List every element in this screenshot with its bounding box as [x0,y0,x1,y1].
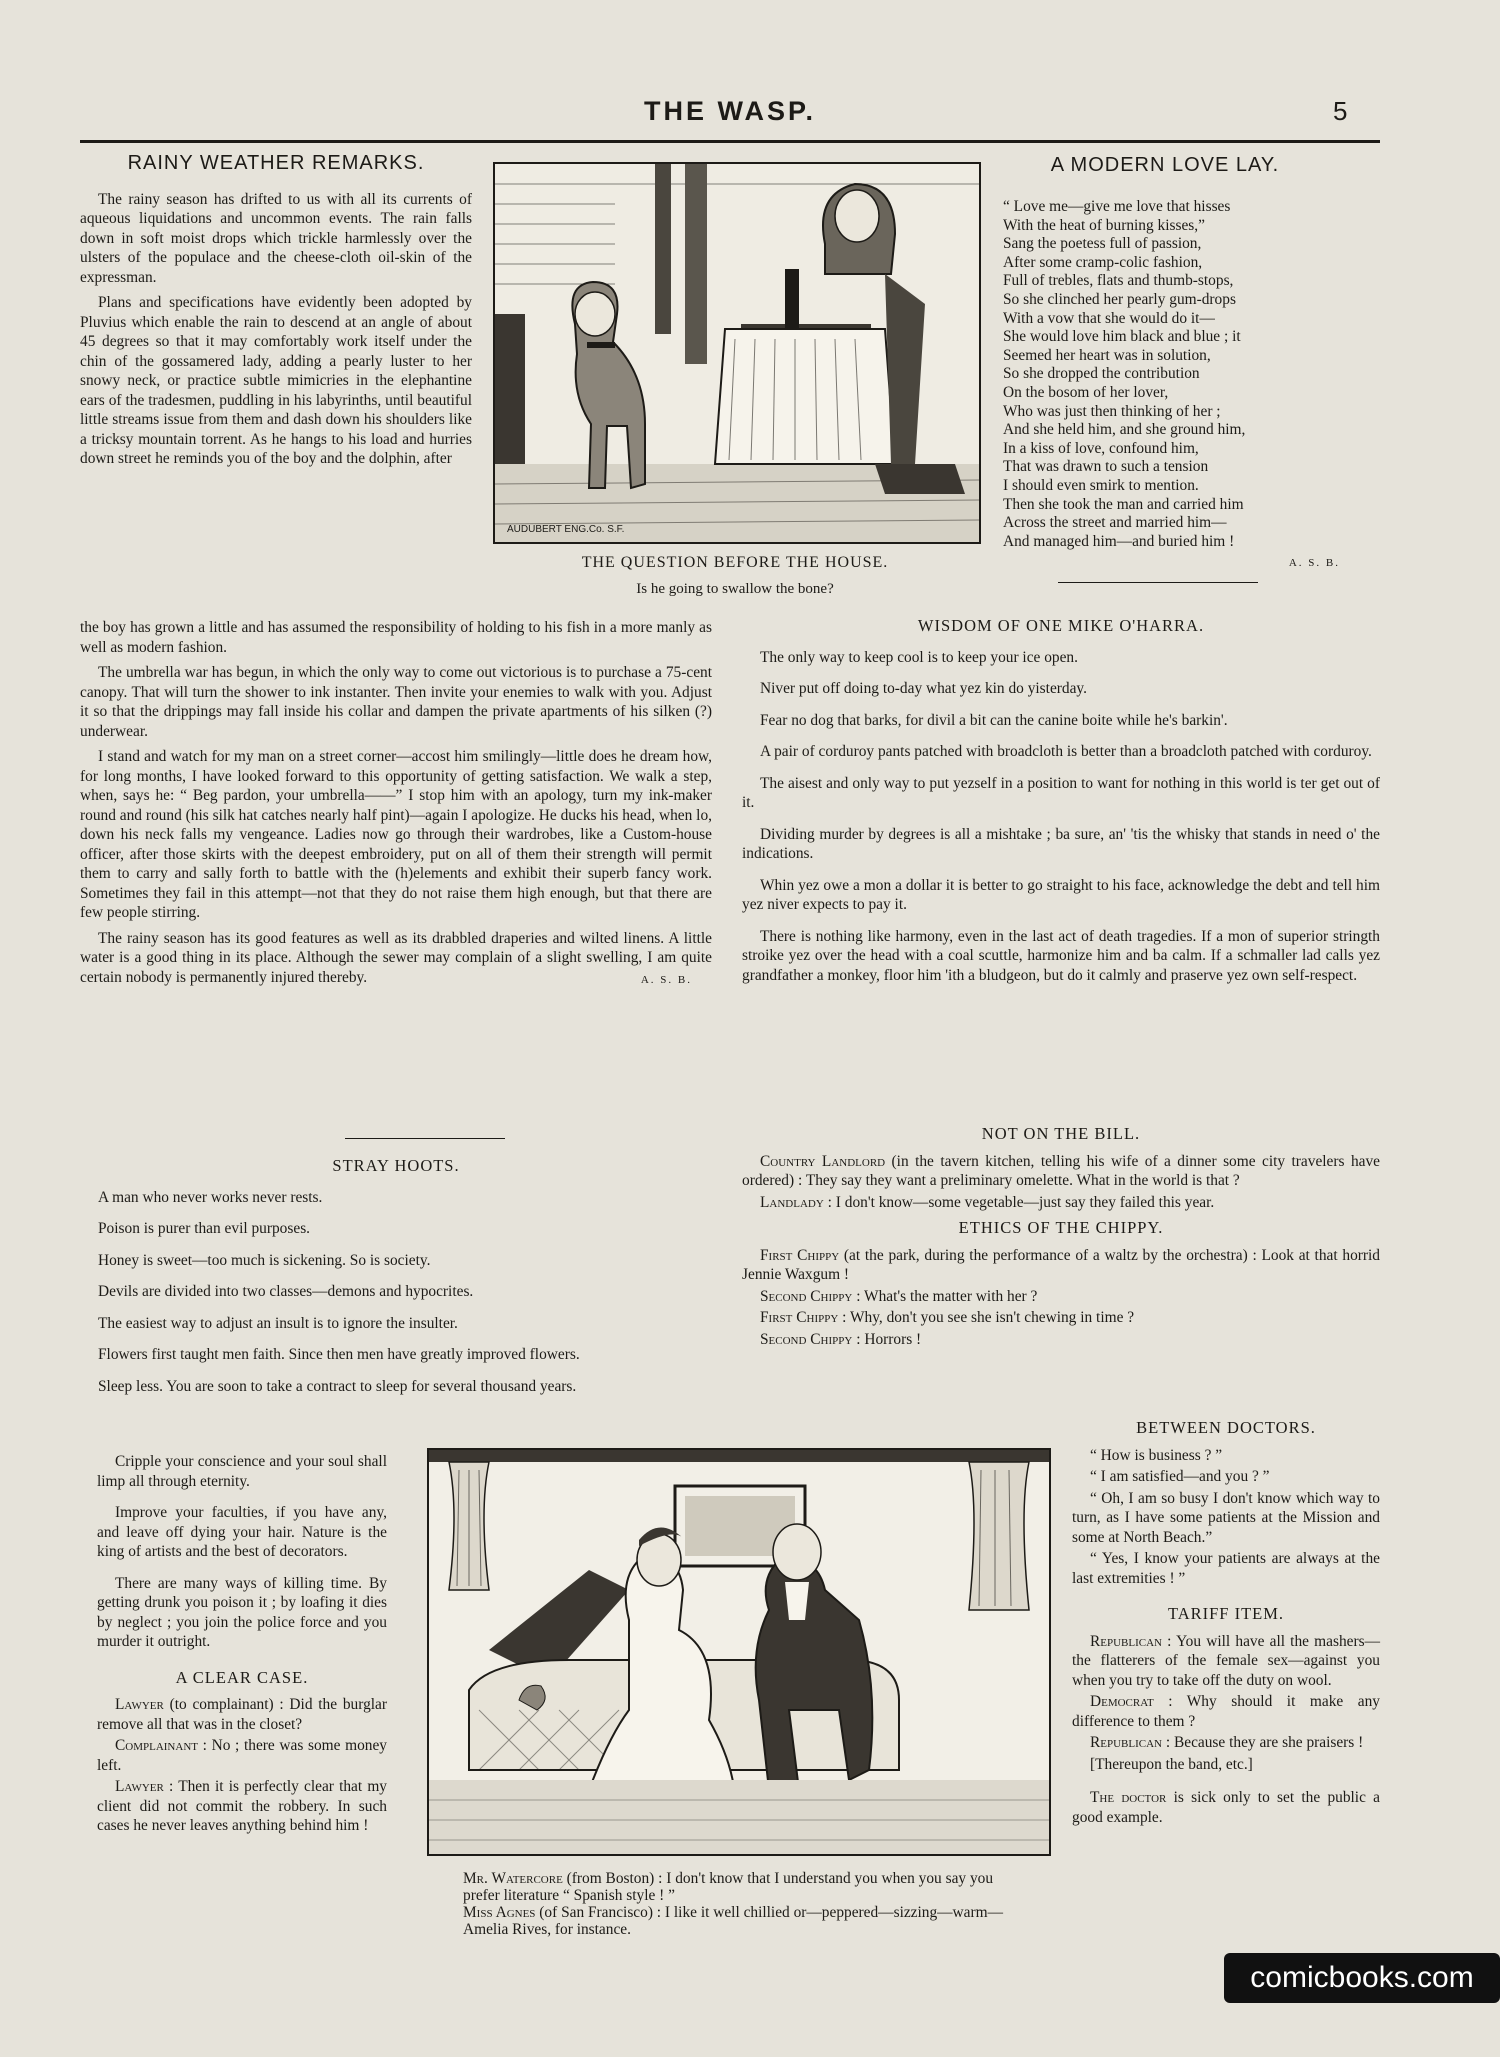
speaker-name: First Chippy : [760,1309,847,1326]
dialog-line [1072,1632,1380,1691]
wisdom-item: The aisest and only way to put yezself in a position to want for nothing in this world is ter get out of it. [742,774,1380,811]
section-divider [1058,582,1258,583]
poem-line: Across the street and married him— [1003,514,1227,532]
rainy-weather-heading: RAINY WEATHER REMARKS. [127,152,425,174]
dialog-text: Why should it make any difference to them ? [1072,1693,1380,1730]
speaker-name: Landlady : [760,1193,832,1211]
doctors-line: “ Oh, I am so busy I don't know which way to turn, as I have some patients at the Mission and some at North Beach.” [1072,1489,1380,1546]
stray-hoot: There are many ways of killing time. By getting drunk you poison it ; by loafing it dies by neglect ; you join the police force and you murder it outright. [97,1574,387,1650]
rainy-weather-article [80,154,472,469]
masthead-title: THE WASP. [643,96,817,126]
speaker-name: Lawyer [115,1696,164,1713]
wisdom-item: Niver put off doing to-day what yez kin do yisterday. [760,680,1087,697]
dialog-text: is sick only to set the public a good example. [1072,1789,1380,1826]
stray-hoots-article [80,1156,712,1396]
rainy-weather-paragraph: Plans and specifications have evidently been adopted by Pluvius which enable the rain to descend at an angle of about 45 degrees so that it may comfortably work itself under the chin of the gossamered lady, adding a pearly luster to her snowy neck, or practice subtle mimicries in the elephantine ears of the tradesmen, puddling in his labyrinths, until beautiful little streams issue from them and dash down his shoulders like a tricksy mountain torrent. As he hangs to his load and hurries down street he reminds you of the boy and the dolphin, after [80,294,472,467]
wisdom-item: Dividing murder by degrees is all a mishtake ; ba sure, an' 'tis the whisky that stands in need o' the indications. [742,825,1380,862]
dialog-text: I don't know—some vegetable—just say they failed this year. [831,1193,1215,1211]
stray-hoot: The easiest way to adjust an insult is to ignore the insulter. [98,1314,458,1332]
site-watermark: comicbooks.com [1224,1953,1500,2003]
wisdom-item: Fear no dog that barks, for divil a bit can the canine boite while he's barkin'. [760,711,1228,729]
wisdom-heading: WISDOM OF ONE MIKE O'HARRA. [917,616,1205,635]
caption-text: (of San Francisco) : I like it well chillied or—peppered—sizzing—warm—Amelia Rives, for instance. [463,1904,1003,1938]
masthead-rule [80,140,1380,143]
poem-line: “ Love me—give me love that hisses [1003,198,1231,215]
poem-line: That was drawn to such a tension [1003,458,1209,476]
dog-engraving [495,164,979,542]
wisdom-item: There is nothing like harmony, even in the last act of death tragedies. If a mon of superior stringth stroike yez over the head with a coal scuttle, harmonize him and ba calm. If a schmaller lad calls yez grandfather a monkey, floor him 'ith a bludgeon, but do it calmly and praserve yez own self-respect. [742,927,1380,984]
speaker-name: Second Chippy : [760,1330,861,1348]
dialog-text: Horrors ! [860,1330,922,1348]
engraver-credit: AUDUBERT ENG.Co. S.F. [507,524,625,535]
speaker-name: Second Chippy : [760,1287,861,1305]
love-lay-poem [1003,198,1245,551]
poem-line: And she held him, and she ground him, [1003,421,1246,439]
poem-line: Who was just then thinking of her ; [1003,402,1221,420]
stray-hoot: Improve your faculties, if you have any, and leave off dying your hair. Nature is the king of artists and the best of decorators. [97,1504,387,1560]
doctors-heading: BETWEEN DOCTORS. [1136,1418,1316,1437]
poem-line: She would love him black and blue ; it [1003,328,1241,346]
poem-line: Full of trebles, flats and thumb-stops, [1003,272,1234,290]
poem-line: With a vow that she would do it— [1003,309,1215,327]
dialog-line [742,1287,1380,1307]
stray-hoot: Sleep less. You are soon to take a contract to sleep for several thousand years. [98,1377,577,1395]
dialog-line: [Thereupon the band, etc.] [1090,1755,1253,1773]
stray-hoot: Poison is purer than evil purposes. [98,1220,311,1237]
doctors-line: “ Yes, I know your patients are always at the last extremities ! ” [1072,1550,1380,1587]
dialog-text: What's the matter with her ? [860,1287,1038,1305]
dialog-text: Because they are she praisers ! [1170,1734,1364,1751]
doctors-line: “ I am satisfied—and you ? ” [1090,1468,1270,1485]
dialog-line [97,1736,387,1775]
poem-line: So she clinched her pearly gum-drops [1003,290,1236,308]
wisdom-item: A pair of corduroy pants patched with broadcloth is better than a broadcloth patched with corduroy. [760,743,1372,760]
poem-line: After some cramp-colic fashion, [1003,253,1203,271]
poem-line: I should even smirk to mention. [1003,476,1199,494]
dialog-text: No ; there was some money left. [97,1737,387,1774]
dialog-line [1072,1733,1380,1753]
chippy-heading: ETHICS OF THE CHIPPY. [958,1218,1164,1237]
rainy-weather-paragraph: I stand and watch for my man on a street corner—accost him smilingly—little does he dream how, for long months, I have looked forward to this opportunity of getting satisfaction. We walk a step, when, says he: “ Beg pardon, your umbrella——” I stop him with an apology, turn my ink-maker round and round (his silk hat catches nearly half pint)—again I apologize. He ducks his head, when lo, down his neck falls my vengeance. Ladies now go through their wardrobes, like a Custom-house officer, after those skirts with the deepest embroidery, put on all of them their strength will permit them to carry and sally forth to battle with the (h)elements and exhibit their superb fancy work. Sometimes they fail in this attempt—not that they do not raise them high enough, but that there are few people stirring. [80,748,712,921]
rainy-weather-signature: A. S. B. [640,974,692,986]
dialog-line [1072,1788,1380,1827]
dog-illustration-subcaption: Is he going to swallow the bone? [636,581,834,597]
stray-hoot: Cripple your conscience and your soul shall limp all through eternity. [97,1453,387,1490]
dialog-text: (to complainant) : Did the burglar remove all that was in the closet? [97,1696,387,1733]
speaker-name: Country Landlord [760,1152,886,1170]
clear-case-heading: A CLEAR CASE. [175,1667,309,1687]
tariff-heading: TARIFF ITEM. [1167,1604,1285,1623]
speaker-name: Republican : [1090,1632,1172,1650]
speaker-name: First Chippy [760,1246,840,1264]
parlor-caption [463,1870,1023,1938]
speaker-name: Complainant : [115,1737,207,1754]
rainy-weather-paragraph: The rainy season has drifted to us with all its currents of aqueous liquidations and uncommon events. The rain falls down in soft moist drops which trickle harmlessly over the ulsters of the populace and the cheese-cloth oil-skin of the expressman. [80,190,472,286]
wisdom-item: Whin yez owe a mon a dollar it is better to go straight to his face, acknowledge the debt and tell him yez niver expects to pay it. [742,876,1380,913]
dialog-text: Why, don't you see she isn't chewing in time ? [846,1309,1135,1326]
stray-hoots-heading: STRAY HOOTS. [332,1156,460,1175]
rainy-weather-paragraph: The rainy season has its good features as well as its drabbled draperies and wilted linens. A little water is a good thing in its place. Although the sewer may complain of a slight swelling, I am quite certain nobody is permanently injured thereby. [80,929,712,986]
dialog-line [742,1152,1380,1191]
rainy-weather-paragraph: the boy has grown a little and has assumed the responsibility of holding to his fish in a more manly as well as modern fashion. [80,619,712,656]
dialog-text: Then it is perfectly clear that my client did not commit the robbery. In such cases he never leaves anything behind him ! [97,1778,387,1834]
stray-hoot: Devils are divided into two classes—demons and hypocrites. [98,1283,474,1300]
rainy-weather-continuation [80,618,712,991]
dialog-text: (in the tavern kitchen, telling his wife of a dinner some city travelers have ordered) : They say they want a preliminary omelette. What in the world is that ? [742,1152,1380,1189]
poem-line: Sang the poetess full of passion, [1003,235,1202,253]
caption-text: (from Boston) : I don't know that I understand you when you say you prefer literature “ Spanish style ! ” [463,1870,994,1904]
doctors-line: “ How is business ? ” [1090,1446,1223,1464]
dialog-line [97,1777,387,1836]
dialog-line [742,1193,1380,1213]
stray-hoot: Flowers first taught men faith. Since then men have greatly improved flowers. [98,1346,580,1363]
page-number: 5 [1333,96,1348,126]
doctors-article [1072,1418,1380,1829]
dog-illustration-caption: THE QUESTION BEFORE THE HOUSE. [581,554,889,571]
love-lay-heading: A MODERN LOVE LAY. [1050,154,1280,176]
poem-line: Seemed her heart was in solution, [1003,346,1211,364]
dialog-text: (at the park, during the performance of a waltz by the orchestra) : Look at that horrid Jennie Waxgum ! [742,1246,1380,1283]
not-on-bill-heading: NOT ON THE BILL. [981,1124,1141,1143]
stray-hoot: Honey is sweet—too much is sickening. So is society. [98,1251,431,1269]
poem-line: Then she took the man and carried him [1003,495,1244,513]
section-divider [345,1138,505,1139]
stray-hoots-narrow [97,1452,387,1838]
dialog-text: You will have all the mashers—the flatterers of the female sex—against you when you try to take off the duty on wool. [1072,1632,1381,1689]
speaker-name: Miss Agnes [463,1904,536,1921]
parlor-engraving [429,1450,1049,1854]
poem-line: On the bosom of her lover, [1003,383,1169,401]
dialog-line [742,1330,1380,1350]
poem-line: And managed him—and buried him ! [1003,532,1235,550]
dialog-line [1072,1692,1380,1731]
poem-line: So she dropped the contribution [1003,365,1200,383]
dialog-line [742,1246,1380,1285]
not-on-bill-article [742,1124,1380,1351]
love-lay-signature: A. S. B. [1288,557,1340,569]
wisdom-article [742,616,1380,985]
poem-line: In a kiss of love, confound him, [1003,439,1199,457]
poem-line: With the heat of burning kisses,” [1003,216,1205,234]
stray-hoot: A man who never works never rests. [98,1188,323,1206]
speaker-name: The doctor [1090,1789,1167,1806]
wisdom-item: The only way to keep cool is to keep your ice open. [760,648,1078,666]
caption-line [463,1870,1023,1904]
speaker-name: Lawyer : [115,1778,174,1795]
rainy-weather-paragraph: The umbrella war has begun, in which the only way to come out victorious is to purchase a 75-cent canopy. That will turn the shower to ink instanter. Then invite your enemies to walk with you. Adjust it so that the drippings may fall inside his collar and dampen the private apartments of his silken (?) underwear. [80,664,712,740]
speaker-name: Mr. Watercore [463,1870,563,1887]
dog-illustration [493,162,981,544]
dialog-line [742,1308,1380,1328]
dialog-line [97,1695,387,1734]
speaker-name: Democrat : [1090,1693,1173,1710]
parlor-illustration [427,1448,1051,1856]
speaker-name: Republican : [1090,1734,1171,1751]
caption-line [463,1904,1023,1938]
